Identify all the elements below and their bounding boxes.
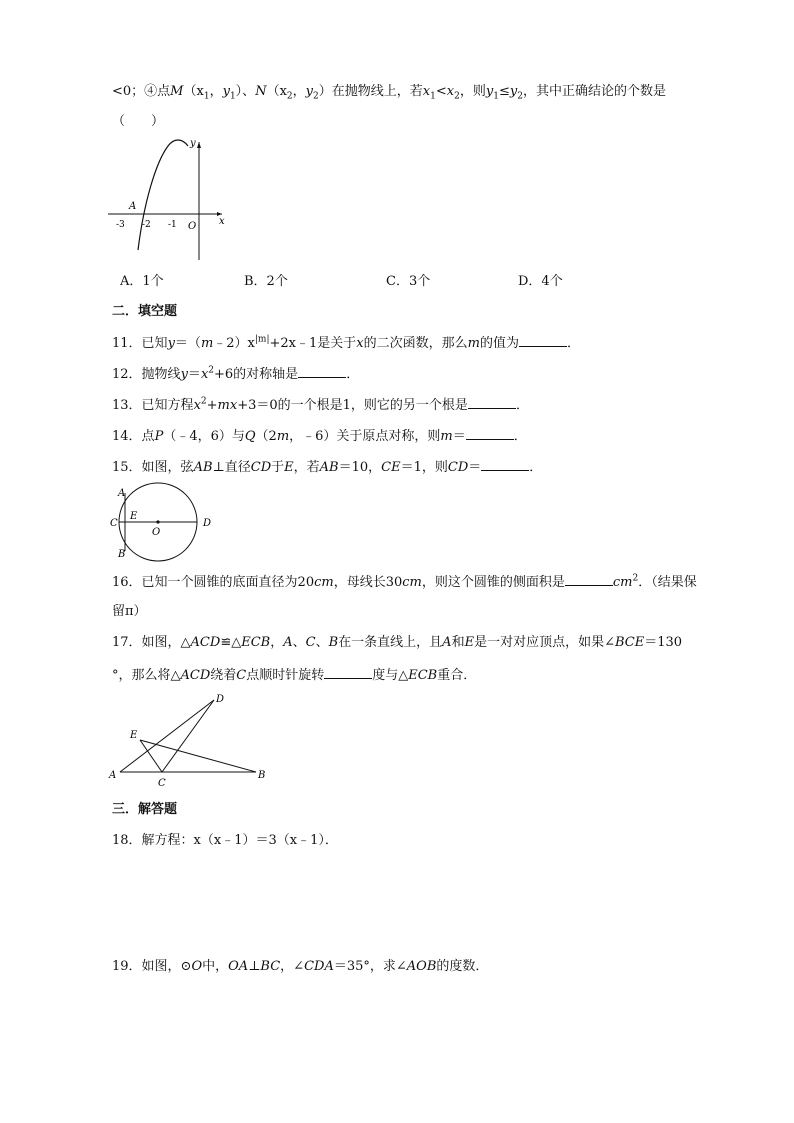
q11-line: 11．已知$y=(m﹣2)x^{|m|}+2x﹣1$是关于x的二次函数，那么m的值为 ． bbox=[112, 332, 580, 354]
fig-label-C: C bbox=[110, 518, 118, 529]
q10-parabola-figure bbox=[104, 132, 234, 262]
fig-tick-neg3: -3 bbox=[116, 220, 125, 230]
q17-triangle-figure bbox=[104, 690, 274, 790]
fig-label-A: A bbox=[118, 488, 126, 499]
q17-answer-blank[interactable] bbox=[324, 664, 372, 679]
fig-label-C: C bbox=[158, 778, 166, 789]
fig-label-E: E bbox=[130, 511, 138, 522]
fig-label-B: B bbox=[118, 549, 126, 560]
q11-answer-blank[interactable] bbox=[519, 332, 567, 347]
q16-answer-blank[interactable] bbox=[565, 571, 613, 586]
q17-line: 17．如图，△ACD≌△ECB，A、C、B在一条直线上，且A和E是一对对应顶点，如果∠BCE＝130 bbox=[112, 635, 683, 650]
q18-line: 18．解方程：x（x﹣1）＝3（x﹣1）． bbox=[112, 833, 338, 848]
q10-option-b[interactable]: B．2个 bbox=[244, 274, 288, 289]
q14-answer-blank[interactable] bbox=[466, 425, 514, 440]
fig-label-E: E bbox=[130, 730, 138, 741]
q17-line-2: °，那么将△ACD绕着C点顺时针旋转 度与△ECB重合． bbox=[112, 664, 476, 686]
q13-answer-blank[interactable] bbox=[468, 394, 516, 409]
fig-label-y: y bbox=[190, 138, 196, 149]
q10-option-d[interactable]: D．4个 bbox=[518, 274, 563, 289]
q10-answer-paren: （ ） bbox=[112, 114, 165, 129]
fig-label-x: x bbox=[219, 216, 225, 227]
q10-text-line: <0；④点$M(x_1$，$y_1$）、$N(x_2$，$y_2$）在抛物线上，若$x_1<x_2$，则$y_1\le y_2$，其中正确结论的个数是 bbox=[112, 84, 666, 102]
fig-label-O: O bbox=[188, 221, 197, 232]
fig-label-D: D bbox=[203, 518, 212, 529]
q12-answer-blank[interactable] bbox=[298, 363, 346, 378]
q16-line: 16．已知一个圆锥的底面直径为20cm，母线长30cm，则这个圆锥的侧面积是 $cm^2$．（结果保 bbox=[112, 571, 697, 593]
fig-label-B: B bbox=[258, 770, 266, 781]
q15-answer-blank[interactable] bbox=[481, 456, 529, 471]
q10-option-c[interactable]: C．3个 bbox=[386, 274, 431, 289]
q15-circle-figure bbox=[104, 482, 224, 562]
q16-line-2: 留π） bbox=[112, 604, 147, 619]
section-title-solve: 三．解答题 bbox=[112, 802, 178, 817]
q13-line: 13．已知方程$x^2+mx+3=0$的一个根是1，则它的另一个根是 ． bbox=[112, 394, 529, 416]
q14-line: 14．点P（﹣4，6）与Q（2m，﹣6）关于原点对称，则m＝ ． bbox=[112, 425, 527, 447]
section-title-fill-in: 二．填空题 bbox=[112, 304, 178, 319]
fig-label-A: A bbox=[109, 770, 117, 781]
fig-label-A: A bbox=[129, 201, 137, 212]
q12-line: 12．抛物线$y=x^2+6$的对称轴是 ． bbox=[112, 363, 359, 385]
fig-label-D: D bbox=[216, 694, 225, 705]
fig-tick-neg1: -1 bbox=[168, 220, 177, 230]
fig-label-O: O bbox=[152, 527, 161, 538]
q19-line: 19．如图，⊙O中，OA⊥BC，∠CDA＝35°，求∠AOB的度数． bbox=[112, 959, 489, 974]
q10-option-a[interactable]: A．1个 bbox=[120, 274, 164, 289]
fig-tick-neg2: -2 bbox=[142, 220, 151, 230]
q15-line: 15．如图，弦AB⊥直径CD于E，若AB＝10，CE＝1，则CD＝ ． bbox=[112, 456, 542, 478]
